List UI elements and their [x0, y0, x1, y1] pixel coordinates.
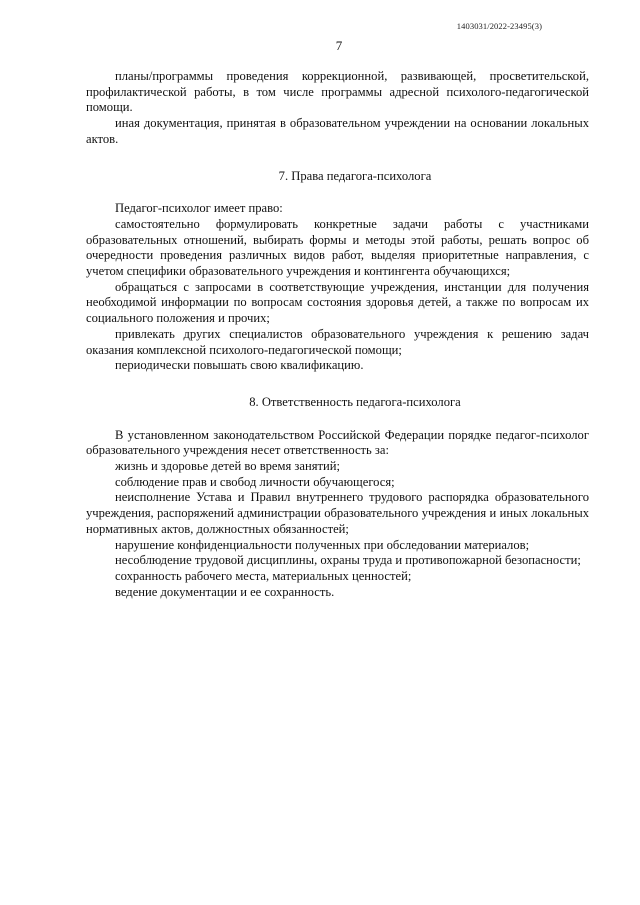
paragraph-rights-intro: Педагог-психолог имеет право:: [115, 201, 283, 216]
paragraph-resp-documentation: ведение документации и ее сохранность.: [115, 584, 335, 599]
paragraph-resp-charter: неисполнение Устава и Правил внутреннего трудового распорядка образовательного учреждения, распоряжений администрации образовательного учреждения и иных локальных нормативных актов, должностных обязанностей;: [86, 490, 589, 536]
paragraph-resp-discipline: несоблюдение трудовой дисциплины, охраны труда и противопожарной безопасности;: [115, 553, 581, 568]
paragraph-right-qualification: периодически повышать свою квалификацию.: [115, 358, 364, 373]
document-body: [86, 69, 589, 600]
paragraph-responsibility-intro: В установленном законодательством Российской Федерации порядке педагог-психолог образовательного учреждения несет ответственность за:: [86, 427, 589, 458]
paragraph-resp-rights: соблюдение прав и свобод личности обучающегося;: [115, 474, 395, 489]
paragraph-resp-life-health: жизнь и здоровье детей во время занятий;: [115, 459, 341, 474]
paragraph-plans: планы/программы проведения коррекционной, развивающей, просветительской, профилактической работы, в том числе программы адресной психолого-педагогической помощи.: [86, 69, 589, 115]
page-number: 7: [335, 38, 343, 53]
paragraph-right-requests: обращаться с запросами в соответствующие учреждения, инстанции для получения необходимой информации по вопросам состояния здоровья детей, а также по вопросам их социального положения и прочих;: [86, 279, 589, 326]
paragraph-right-formulate: самостоятельно формулировать конкретные задачи работы с участниками образовательных отношений, выбирать формы и методы этой работы, решать вопрос об очередности проведения различных видов работ, выделяя приоритетные направления, с учетом специфики образовательного учреждения и контингента обучающихся;: [86, 216, 589, 279]
document-number: 1403031/2022-23495(3): [456, 21, 542, 31]
paragraph-right-involve: привлекать других специалистов образовательного учреждения к решению задач оказания комплексной психолого-педагогической помощи;: [86, 326, 589, 357]
paragraph-other-docs: иная документация, принятая в образовательном учреждении на основании локальных актов.: [86, 116, 589, 146]
section-heading-rights: 7. Права педагога-психолога: [278, 168, 432, 183]
section-heading-responsibility: 8. Ответственность педагога-психолога: [249, 394, 461, 409]
paragraph-resp-workplace: сохранность рабочего места, материальных ценностей;: [115, 568, 412, 583]
paragraph-resp-confidentiality: нарушение конфиденциальности полученных при обследовании материалов;: [115, 537, 530, 552]
